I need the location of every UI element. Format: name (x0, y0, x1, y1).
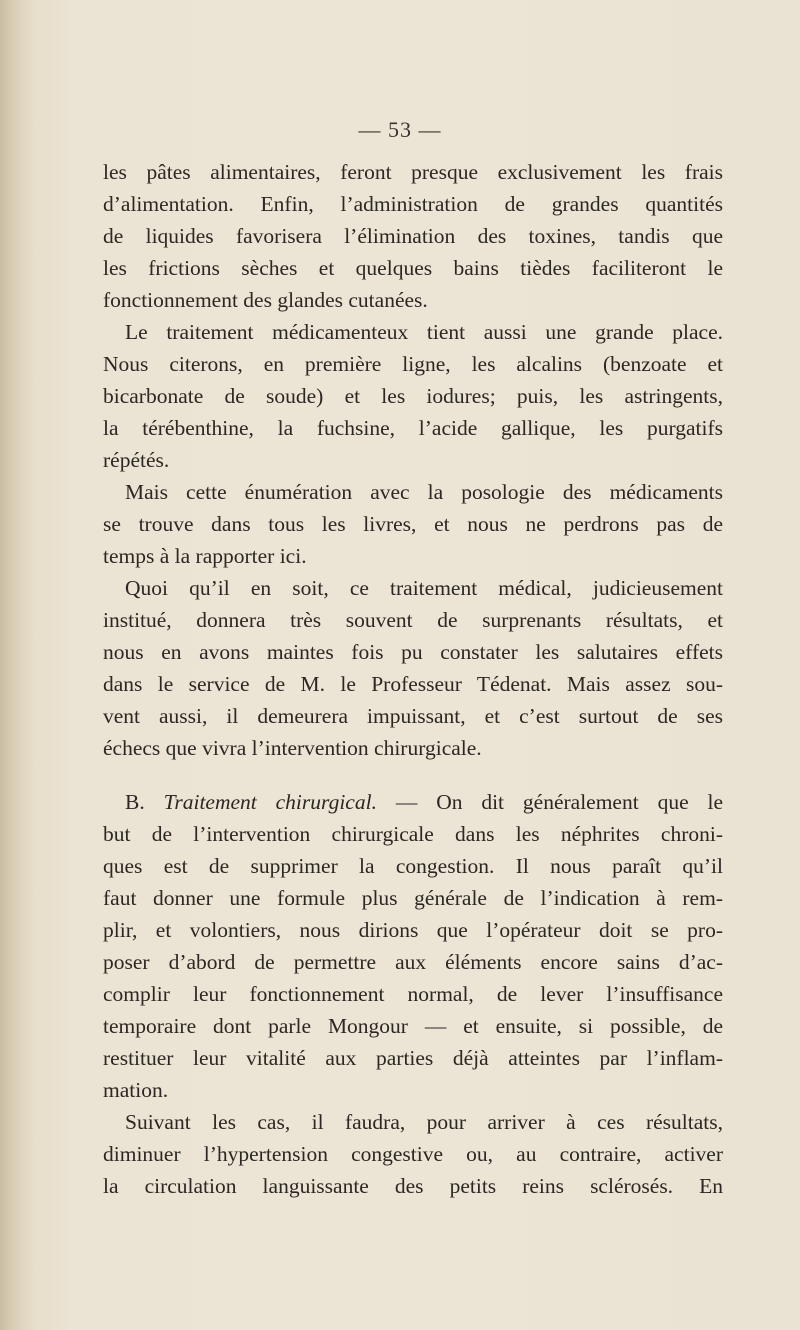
text-line: poser d’abord de permettre aux éléments encore sains d’ac- (103, 950, 723, 974)
text-line: plir, et volontiers, nous dirions que l’opérateur doit se pro- (103, 918, 723, 942)
text-line: les frictions sèches et quelques bains tièdes faciliteront le (103, 256, 723, 280)
page-number: — 53 — (358, 117, 442, 142)
section-heading-line (103, 786, 723, 818)
text-line: Mais cette énumération avec la posologie des médicaments (125, 480, 723, 504)
text-line: vent aussi, il demeurera impuissant, et c’est surtout de ses (103, 704, 723, 728)
text-line: Nous citerons, en première ligne, les alcalins (benzoate et (103, 352, 723, 376)
section-title: Traitement chirurgical. (163, 790, 377, 814)
text-line: diminuer l’hypertension congestive ou, au contraire, activer (103, 1142, 723, 1166)
text-line: complir leur fonctionnement normal, de lever l’insuffisance (103, 982, 723, 1006)
text-line: but de l’intervention chirurgicale dans les néphrites chroni- (103, 822, 723, 846)
text-line: temporaire dont parle Mongour — et ensuite, si possible, de (103, 1014, 723, 1038)
body-text (103, 156, 723, 1202)
paragraph-medication (103, 316, 723, 476)
paragraph-food (103, 156, 723, 316)
text-line: d’alimentation. Enfin, l’administration de grandes quantités (103, 192, 723, 216)
text-line: Quoi qu’il en soit, ce traitement médical, judicieusement (125, 576, 723, 600)
paragraph-surgical-treatment (103, 786, 723, 1106)
text-line: la térébenthine, la fuchsine, l’acide gallique, les purgatifs (103, 416, 723, 440)
section-gap (103, 764, 723, 786)
text-line: mation. (103, 1078, 169, 1102)
text-line: dans le service de M. le Professeur Tédenat. Mais assez sou- (103, 672, 723, 696)
text-line: de liquides favorisera l’élimination des toxines, tandis que (103, 224, 723, 248)
text-line: Suivant les cas, il faudra, pour arriver à ces résultats, (125, 1110, 723, 1134)
text-line: les pâtes alimentaires, feront presque exclusivement les frais (103, 160, 723, 184)
text-line: la circulation languissante des petits reins sclérosés. En (103, 1174, 723, 1198)
text-line: fonctionnement des glandes cutanées. (103, 288, 428, 312)
text-line: temps à la rapporter ici. (103, 544, 307, 568)
section-heading-text: — On dit généralement que le (376, 790, 723, 814)
text-line: institué, donnera très souvent de surprenants résultats, et (103, 608, 723, 632)
text-line: échecs que vivra l’intervention chirurgicale. (103, 736, 482, 760)
text-line: répétés. (103, 448, 170, 472)
paragraph-medical-results (103, 572, 723, 764)
paragraph-posology (103, 476, 723, 572)
text-line: bicarbonate de soude) et les iodures; puis, les astringents, (103, 384, 723, 408)
text-line: Le traitement médicamenteux tient aussi une grande place. (125, 320, 723, 344)
section-letter: B. (125, 790, 164, 814)
text-line: restituer leur vitalité aux parties déjà atteintes par l’inflam- (103, 1046, 723, 1070)
text-line: faut donner une formule plus générale de l’indication à rem- (103, 886, 723, 910)
text-line: ques est de supprimer la congestion. Il nous paraît qu’il (103, 854, 723, 878)
paragraph-hypertension (103, 1106, 723, 1202)
text-line: se trouve dans tous les livres, et nous ne perdrons pas de (103, 512, 723, 536)
page-binding-edge (0, 0, 34, 1330)
text-line: nous en avons maintes fois pu constater les salutaires effets (103, 640, 723, 664)
